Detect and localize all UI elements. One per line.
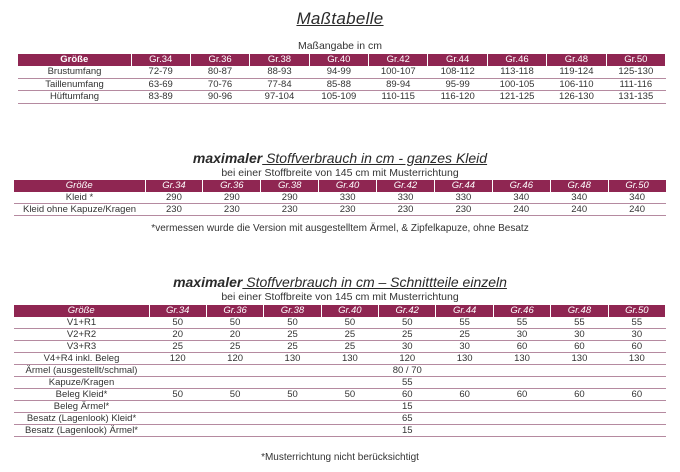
table-cell: 60 (551, 389, 608, 401)
table-cell: 55 (608, 317, 665, 329)
table-cell: 110-115 (369, 91, 428, 104)
column-header: Gr.36 (206, 305, 263, 317)
row-label: V4+R4 inkl. Beleg (14, 353, 149, 365)
table-row (14, 317, 666, 329)
heading-bold: maximaler (173, 274, 243, 290)
table-row (14, 377, 666, 389)
table-cell: 240 (608, 204, 666, 216)
table-cell: 83-89 (131, 91, 190, 104)
table-cell: 25 (436, 329, 493, 341)
table-cell: 55 (436, 317, 493, 329)
column-header: Gr.38 (264, 305, 321, 317)
section-heading-kleid (0, 150, 680, 166)
table-cell-merged: 80 / 70 (149, 365, 666, 377)
row-label: Kleid ohne Kapuze/Kragen (14, 204, 145, 216)
column-header: Gr.42 (369, 54, 428, 66)
row-label: Beleg Ärmel* (14, 401, 149, 413)
table-cell: 330 (319, 192, 377, 204)
table-cell: 230 (319, 204, 377, 216)
row-label: Besatz (Lagenlook) Ärmel* (14, 425, 149, 437)
table-row (14, 389, 666, 401)
table-cell: 121-125 (487, 91, 546, 104)
table1-caption: Maßangabe in cm (297, 40, 383, 52)
table-row (18, 66, 666, 78)
table-cell: 130 (551, 353, 608, 365)
table-cell: 230 (203, 204, 261, 216)
table-cell: 120 (379, 353, 436, 365)
table-row (18, 78, 666, 91)
table-cell: 50 (149, 389, 206, 401)
measurement-table (18, 54, 666, 104)
table-cell: 20 (206, 329, 263, 341)
table-cell: 25 (379, 329, 436, 341)
fabric-table-dress (14, 180, 667, 216)
column-header-size: Größe (14, 180, 145, 192)
table-cell: 340 (608, 192, 666, 204)
table-cell: 111-116 (606, 78, 665, 91)
table-row (14, 192, 666, 204)
table-cell-merged: 15 (149, 401, 666, 413)
row-label: Beleg Kleid* (14, 389, 149, 401)
table-header-row (14, 305, 666, 317)
column-header-size: Größe (18, 54, 131, 66)
column-header: Gr.38 (250, 54, 309, 66)
table-cell: 120 (206, 353, 263, 365)
table-cell: 60 (608, 341, 665, 353)
table-cell: 230 (377, 204, 435, 216)
table-cell: 340 (550, 192, 608, 204)
table-cell: 50 (206, 317, 263, 329)
column-header: Gr.48 (547, 54, 606, 66)
column-header: Gr.44 (436, 305, 493, 317)
column-header: Gr.50 (608, 305, 665, 317)
table3-subcaption: bei einer Stoffbreite von 145 cm mit Musterrichtung (221, 291, 459, 303)
table-cell: 240 (550, 204, 608, 216)
table-cell: 60 (493, 389, 550, 401)
table-cell: 30 (379, 341, 436, 353)
page-title: Maßtabelle (296, 9, 384, 28)
heading-rest: Stoffverbrauch in cm – Schnittteile einzeln (242, 274, 507, 290)
row-label: Hüftumfang (18, 91, 131, 104)
table-cell: 55 (551, 317, 608, 329)
column-header: Gr.44 (434, 180, 492, 192)
table-cell: 89-94 (369, 78, 428, 91)
column-header: Gr.34 (145, 180, 203, 192)
table-cell: 30 (493, 329, 550, 341)
column-header: Gr.36 (190, 54, 249, 66)
column-header: Gr.40 (319, 180, 377, 192)
column-header: Gr.42 (379, 305, 436, 317)
column-header: Gr.46 (487, 54, 546, 66)
table-row (14, 353, 666, 365)
table-cell: 50 (264, 389, 321, 401)
heading-bold: maximaler (192, 150, 263, 166)
table-cell: 131-135 (606, 91, 665, 104)
row-label: Kleid * (14, 192, 145, 204)
table-cell: 130 (608, 353, 665, 365)
table-row (14, 341, 666, 353)
table-cell: 108-112 (428, 66, 487, 78)
table-cell: 240 (492, 204, 550, 216)
row-label: Ärmel (ausgestellt/schmal) (14, 365, 149, 377)
column-header: Gr.46 (492, 180, 550, 192)
column-header: Gr.34 (149, 305, 206, 317)
table-row (14, 413, 666, 425)
table-cell: 119-124 (547, 66, 606, 78)
table2-subcaption: bei einer Stoffbreite von 145 cm mit Musterrichtung (221, 167, 459, 179)
table-cell: 130 (264, 353, 321, 365)
table-cell: 50 (206, 389, 263, 401)
table-cell: 340 (492, 192, 550, 204)
table-cell: 95-99 (428, 78, 487, 91)
table-cell: 290 (145, 192, 203, 204)
table-row (14, 425, 666, 437)
table-cell: 290 (261, 192, 319, 204)
table-cell: 116-120 (428, 91, 487, 104)
row-label: Kapuze/Kragen (14, 377, 149, 389)
row-label: Besatz (Lagenlook) Kleid* (14, 413, 149, 425)
row-label: V1+R1 (14, 317, 149, 329)
table-cell: 290 (203, 192, 261, 204)
table-cell: 50 (149, 317, 206, 329)
column-header: Gr.42 (377, 180, 435, 192)
table-cell: 113-118 (487, 66, 546, 78)
table-cell: 105-109 (309, 91, 368, 104)
table-row (14, 329, 666, 341)
column-header: Gr.48 (550, 180, 608, 192)
table-cell: 50 (321, 317, 378, 329)
table-cell: 55 (493, 317, 550, 329)
table-cell: 30 (608, 329, 665, 341)
table-cell: 126-130 (547, 91, 606, 104)
column-header: Gr.40 (321, 305, 378, 317)
table2-note: *vermessen wurde die Version mit ausgestelltem Ärmel, & Zipfelkapuze, ohne Besatz (151, 223, 529, 234)
table-cell: 50 (321, 389, 378, 401)
table-cell: 106-110 (547, 78, 606, 91)
column-header-size: Größe (14, 305, 149, 317)
table-cell: 85-88 (309, 78, 368, 91)
table-cell: 120 (149, 353, 206, 365)
table-cell: 60 (493, 341, 550, 353)
table3-note: *Musterrichtung nicht berücksichtigt (261, 452, 419, 463)
table-row (14, 365, 666, 377)
table-row (14, 401, 666, 413)
table-row (14, 204, 666, 216)
table-cell: 330 (434, 192, 492, 204)
column-header: Gr.50 (608, 180, 666, 192)
table-cell: 60 (436, 389, 493, 401)
table-cell: 100-107 (369, 66, 428, 78)
table-cell: 130 (436, 353, 493, 365)
column-header: Gr.46 (493, 305, 550, 317)
table-header-row (14, 180, 666, 192)
row-label: Brustumfang (18, 66, 131, 78)
table-header-row (18, 54, 666, 66)
table-row (18, 91, 666, 104)
table-cell: 60 (379, 389, 436, 401)
column-header: Gr.36 (203, 180, 261, 192)
table-cell: 30 (436, 341, 493, 353)
row-label: Taillenumfang (18, 78, 131, 91)
table-cell: 90-96 (190, 91, 249, 104)
table-cell: 50 (379, 317, 436, 329)
table-cell: 25 (321, 329, 378, 341)
table-cell: 100-105 (487, 78, 546, 91)
table-cell: 94-99 (309, 66, 368, 78)
table-cell: 230 (261, 204, 319, 216)
heading-rest: Stoffverbrauch in cm - ganzes Kleid (262, 150, 488, 166)
fabric-table-pieces (14, 305, 666, 437)
section-heading-pieces (0, 274, 680, 290)
table-cell: 230 (145, 204, 203, 216)
table-cell-merged: 55 (149, 377, 666, 389)
column-header: Gr.40 (309, 54, 368, 66)
row-label: V3+R3 (14, 341, 149, 353)
table-cell: 80-87 (190, 66, 249, 78)
table-cell: 88-93 (250, 66, 309, 78)
table-cell: 30 (551, 329, 608, 341)
table-cell: 20 (149, 329, 206, 341)
row-label: V2+R2 (14, 329, 149, 341)
table-cell: 25 (321, 341, 378, 353)
table-cell: 330 (377, 192, 435, 204)
table-cell: 25 (149, 341, 206, 353)
table-cell-merged: 15 (149, 425, 666, 437)
table-cell: 25 (264, 329, 321, 341)
table-cell: 63-69 (131, 78, 190, 91)
table-cell: 25 (206, 341, 263, 353)
table-cell: 60 (551, 341, 608, 353)
table-cell: 77-84 (250, 78, 309, 91)
table-cell: 70-76 (190, 78, 249, 91)
table-cell: 60 (608, 389, 665, 401)
column-header: Gr.50 (606, 54, 665, 66)
table-cell: 25 (264, 341, 321, 353)
column-header: Gr.48 (551, 305, 608, 317)
table-cell: 230 (434, 204, 492, 216)
table-cell: 97-104 (250, 91, 309, 104)
table-cell-merged: 65 (149, 413, 666, 425)
table-cell: 50 (264, 317, 321, 329)
table-cell: 72-79 (131, 66, 190, 78)
table-cell: 130 (493, 353, 550, 365)
table-cell: 130 (321, 353, 378, 365)
column-header: Gr.38 (261, 180, 319, 192)
column-header: Gr.44 (428, 54, 487, 66)
column-header: Gr.34 (131, 54, 190, 66)
table-cell: 125-130 (606, 66, 665, 78)
